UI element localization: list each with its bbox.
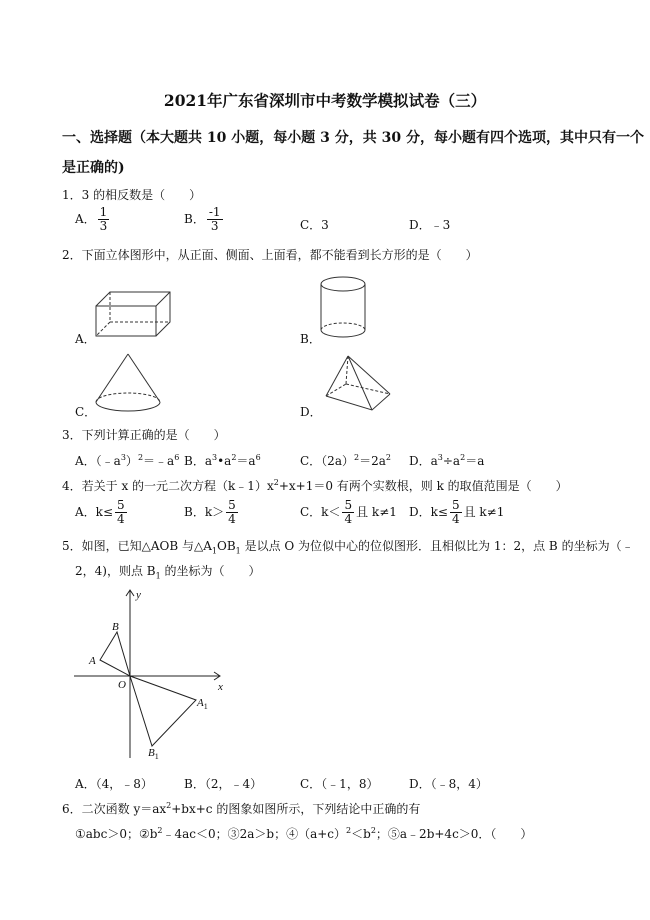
q4-option-c[interactable]: C．k＜ $\frac{5}{4}$ 且 k≠1 — [300, 498, 397, 526]
section-heading-line2: 是正确的) — [62, 160, 125, 176]
cuboid-figure — [90, 288, 180, 338]
q5-option-c[interactable]: C．（﹣1，8） — [300, 777, 379, 791]
q6-stem: 6．二次函数 $y=ax^2+bx+c$ 的图象如图所示，下列结论中正确的有 — [62, 801, 421, 816]
q5-option-b[interactable]: B．（2，﹣4） — [184, 777, 263, 791]
q4-option-d[interactable]: D．k≤ $\frac{5}{4}$ 且 k≠1 — [409, 498, 505, 526]
q1-option-a[interactable]: A． $\frac{1}{3}$ — [75, 205, 108, 233]
triangle-a1ob1 — [130, 676, 196, 746]
point-b-label: B — [112, 621, 119, 633]
q4-option-a[interactable]: A．k≤ $\frac{5}{4}$ — [75, 498, 125, 526]
similar-triangles-figure — [70, 588, 235, 763]
triangle-aob — [100, 632, 130, 676]
q4-option-b[interactable]: B．k＞ $\frac{5}{4}$ — [184, 498, 236, 526]
origin-label: O — [118, 679, 126, 691]
pyramid-figure — [322, 354, 394, 414]
q1-option-c[interactable]: C．3 — [300, 218, 329, 232]
q1-stem: 1．3 的相反数是（ ） — [62, 188, 202, 202]
q5-option-d[interactable]: D．（﹣8，4） — [409, 777, 488, 791]
q1-option-b[interactable]: B． $\frac{-1}{3}$ — [184, 205, 221, 233]
fraction: $\frac{5}{4}$ — [451, 498, 460, 526]
point-b1-label: $B_1$ — [148, 747, 159, 761]
q3-stem: 3．下列计算正确的是（ ） — [62, 428, 226, 442]
page-title: 2021年广东省深圳市中考数学模拟试卷（三） — [163, 91, 487, 110]
q1-option-d[interactable]: D．﹣3 — [409, 218, 451, 232]
y-axis-label: y — [136, 589, 141, 601]
q3-option-c[interactable]: C．$(2a)^2=2a^2$ — [300, 453, 391, 468]
q5-option-a[interactable]: A．（4，﹣8） — [75, 777, 153, 791]
point-a-label: A — [89, 655, 96, 667]
q2-option-c[interactable]: C． — [75, 405, 97, 419]
q2-option-d[interactable]: D． — [300, 405, 322, 419]
q2-option-b[interactable]: B． — [300, 332, 321, 346]
fraction: $\frac{5}{4}$ — [228, 498, 236, 526]
x-axis-label: x — [218, 681, 223, 693]
cylinder-figure — [318, 276, 368, 338]
q3-option-b[interactable]: B．$a^3•a^2=a^6$ — [184, 453, 261, 468]
point-a1-label: $A_1$ — [197, 697, 208, 711]
q5-stem-line2: 2，4)，则点 $B_1$ 的坐标为（ ） — [75, 564, 261, 581]
fraction: $\frac{5}{4}$ — [117, 498, 125, 526]
cone-figure — [92, 352, 162, 414]
fraction: $\frac{5}{4}$ — [344, 498, 353, 526]
fraction: $\frac{1}{3}$ — [99, 205, 108, 233]
q3-option-a[interactable]: A．$(﹣a^3)^2=﹣a^6$ — [75, 453, 180, 468]
q5-stem-line1: 5．如图，已知△AOB 与$\triangle A_1OB_1$ 是以点 O 为位似中心的位似图形．且相似比为 1：2，点 B 的坐标为（﹣ — [62, 539, 634, 556]
fraction: $\frac{-1}{3}$ — [208, 205, 221, 233]
q6-statements: ①abc＞0；$②b^2﹣4ac<0$；③2a＞b；$④(a+c)^2<b^2$；⑤a﹣2b+4c＞0．（ ） — [75, 826, 533, 841]
section-heading-line1: 一、选择题（本大题共 10 小题，每小题 3 分，共 30 分，每小题有四个选项，其中只有一个 — [62, 130, 644, 146]
q3-option-d[interactable]: D．$a^3\div a^2=a$ — [409, 453, 485, 468]
q4-stem: 4．若关于 x 的一元二次方程$(k﹣1)x^2+x+1=0$ 有两个实数根，则 k 的取值范围是（ ） — [62, 478, 568, 493]
q2-stem: 2．下面立体图形中，从正面、侧面、上面看，都不能看到长方形的是（ ） — [62, 248, 478, 262]
q2-option-a[interactable]: A． — [75, 332, 96, 346]
